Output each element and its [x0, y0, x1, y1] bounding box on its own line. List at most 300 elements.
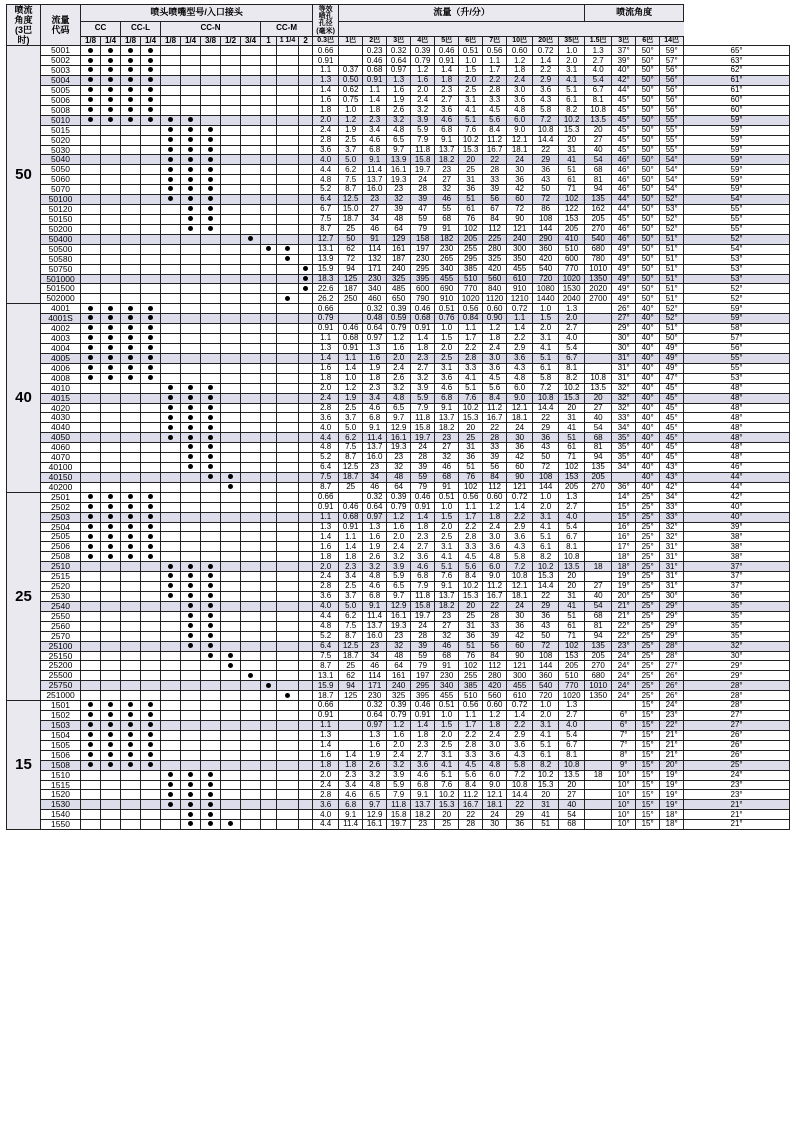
- availability-empty: [299, 701, 313, 711]
- availability-empty: [277, 343, 299, 353]
- flow-value: 46: [435, 641, 459, 651]
- spray-angle-value: 35°: [612, 433, 636, 443]
- spray-angle-value: 23°: [660, 711, 684, 721]
- availability-empty: [241, 532, 261, 542]
- dot-icon: [168, 583, 173, 588]
- availability-empty: [121, 820, 141, 830]
- flow-value: [585, 780, 612, 790]
- flow-value: 3.9: [411, 383, 435, 393]
- availability-empty: [141, 592, 161, 602]
- availability-dot: [261, 244, 277, 254]
- spray-angle-value: 31°: [660, 552, 684, 562]
- spray-angle-value: 61°: [684, 86, 790, 96]
- availability-dot: [277, 691, 299, 701]
- spray-angle-value: 22°: [612, 621, 636, 631]
- availability-empty: [241, 601, 261, 611]
- availability-empty: [221, 105, 241, 115]
- availability-dot: [161, 592, 181, 602]
- table-row: [7, 423, 790, 433]
- availability-empty: [241, 304, 261, 314]
- availability-dot: [121, 532, 141, 542]
- availability-empty: [261, 453, 277, 463]
- availability-empty: [101, 165, 121, 175]
- dot-icon: [208, 474, 213, 479]
- spray-angle-value: 10°: [612, 770, 636, 780]
- flow-value: 410: [559, 234, 585, 244]
- availability-empty: [181, 284, 201, 294]
- availability-empty: [277, 542, 299, 552]
- flow-value: 12.1: [507, 135, 533, 145]
- spray-angle-value: 15°: [636, 711, 660, 721]
- availability-dot: [101, 760, 121, 770]
- spray-angle-value: 15°: [636, 701, 660, 711]
- availability-empty: [81, 284, 101, 294]
- flow-value: 1.6: [411, 76, 435, 86]
- equivalent-orifice-value: 2.4: [313, 393, 339, 403]
- availability-empty: [277, 711, 299, 721]
- flow-value: 1350: [585, 691, 612, 701]
- row-code: 50100: [41, 195, 81, 205]
- availability-empty: [81, 482, 101, 492]
- table-row: [7, 244, 790, 254]
- table-row: [7, 343, 790, 353]
- row-code: 1508: [41, 760, 81, 770]
- availability-empty: [101, 810, 121, 820]
- flow-value: 13.7: [435, 413, 459, 423]
- flow-value: 3.4: [339, 780, 363, 790]
- flow-value: 1210: [507, 294, 533, 304]
- flow-value: 24: [411, 621, 435, 631]
- equivalent-orifice-value: 1.4: [313, 86, 339, 96]
- spray-angle-value: 49°: [612, 274, 636, 284]
- spray-angle-value: 25°: [636, 681, 660, 691]
- dot-icon: [188, 454, 193, 459]
- flow-value: 39: [411, 641, 435, 651]
- spray-angle-value: 27°: [612, 314, 636, 324]
- spray-angle-value: 59°: [684, 185, 790, 195]
- flow-value: 16.7: [459, 800, 483, 810]
- header-equivalent-orifice: 等效 喷孔 孔径 (毫米): [313, 5, 339, 37]
- availability-empty: [241, 353, 261, 363]
- availability-empty: [261, 711, 277, 721]
- availability-empty: [241, 542, 261, 552]
- availability-empty: [81, 671, 101, 681]
- spray-angle-value: 19°: [660, 780, 684, 790]
- availability-empty: [181, 343, 201, 353]
- availability-empty: [141, 433, 161, 443]
- dot-icon: [303, 266, 308, 271]
- dot-icon: [128, 355, 133, 360]
- availability-empty: [161, 730, 181, 740]
- row-code: 4015: [41, 393, 81, 403]
- spray-angle-value: 15°: [636, 770, 660, 780]
- availability-empty: [261, 443, 277, 453]
- availability-dot: [201, 582, 221, 592]
- availability-empty: [241, 492, 261, 502]
- flow-value: 0.46: [339, 324, 363, 334]
- flow-value: 2.3: [411, 353, 435, 363]
- availability-empty: [101, 294, 121, 304]
- flow-value: 4.1: [559, 76, 585, 86]
- spray-angle-value: 45°: [612, 214, 636, 224]
- availability-empty: [261, 621, 277, 631]
- dot-icon: [88, 534, 93, 539]
- spray-angle-value: 7°: [612, 730, 636, 740]
- flow-value: 71: [559, 453, 585, 463]
- flow-value: 780: [585, 254, 612, 264]
- availability-empty: [299, 671, 313, 681]
- availability-dot: [181, 582, 201, 592]
- flow-value: 2020: [585, 284, 612, 294]
- flow-value: 16.1: [387, 165, 411, 175]
- flow-value: 3.2: [411, 105, 435, 115]
- spray-angle-value: 23°: [612, 641, 636, 651]
- flow-value: 72: [339, 254, 363, 264]
- availability-empty: [241, 522, 261, 532]
- row-code: 2503: [41, 512, 81, 522]
- equivalent-orifice-value: 2.4: [313, 125, 339, 135]
- availability-empty: [121, 254, 141, 264]
- dot-icon: [88, 375, 93, 380]
- availability-dot: [201, 631, 221, 641]
- availability-dot: [121, 56, 141, 66]
- spray-angle-value: 50°: [636, 205, 660, 215]
- dot-icon: [188, 772, 193, 777]
- availability-dot: [201, 472, 221, 482]
- availability-dot: [161, 155, 181, 165]
- flow-value: 2.0: [387, 532, 411, 542]
- flow-value: 1.8: [339, 760, 363, 770]
- spray-angle-value: 10°: [612, 800, 636, 810]
- flow-value: 16.7: [483, 145, 507, 155]
- flow-value: 153: [559, 651, 585, 661]
- spray-angle-value: 31°: [612, 363, 636, 373]
- dot-icon: [108, 554, 113, 559]
- availability-empty: [101, 482, 121, 492]
- flow-value: 0.50: [339, 76, 363, 86]
- availability-empty: [161, 671, 181, 681]
- availability-empty: [161, 532, 181, 542]
- flow-value: [585, 314, 612, 324]
- equivalent-orifice-value: 0.79: [313, 314, 339, 324]
- flow-value: 10.8: [585, 373, 612, 383]
- row-code: 4020: [41, 403, 81, 413]
- availability-empty: [241, 393, 261, 403]
- flow-value: 0.91: [339, 343, 363, 353]
- flow-value: 2.2: [507, 721, 533, 731]
- availability-dot: [121, 46, 141, 56]
- flow-value: 7.9: [411, 582, 435, 592]
- table-row: [7, 790, 790, 800]
- equivalent-orifice-value: 4.0: [313, 601, 339, 611]
- dot-icon: [168, 167, 173, 172]
- dot-icon: [188, 603, 193, 608]
- dot-icon: [128, 325, 133, 330]
- flow-value: 144: [533, 661, 559, 671]
- availability-empty: [101, 681, 121, 691]
- flow-value: 3.6: [507, 95, 533, 105]
- availability-empty: [299, 711, 313, 721]
- flow-value: 340: [435, 264, 459, 274]
- availability-empty: [277, 492, 299, 502]
- availability-empty: [201, 711, 221, 721]
- availability-empty: [161, 334, 181, 344]
- flow-value: 23: [435, 433, 459, 443]
- availability-empty: [81, 562, 101, 572]
- availability-empty: [261, 800, 277, 810]
- table-row: [7, 740, 790, 750]
- flow-value: 11.2: [483, 135, 507, 145]
- flow-value: 22: [507, 800, 533, 810]
- spray-angle-value: 21°: [612, 601, 636, 611]
- availability-empty: [121, 592, 141, 602]
- spray-angle-value: 50°: [636, 294, 660, 304]
- availability-dot: [221, 820, 241, 830]
- flow-value: 10.2: [459, 403, 483, 413]
- flow-value: 54: [559, 810, 585, 820]
- spray-angle-value: 40°: [636, 314, 660, 324]
- flow-value: 0.97: [363, 512, 387, 522]
- table-row: [7, 314, 790, 324]
- availability-empty: [221, 750, 241, 760]
- availability-empty: [121, 453, 141, 463]
- flow-value: 2.7: [435, 95, 459, 105]
- availability-dot: [201, 611, 221, 621]
- flow-value: 90: [507, 651, 533, 661]
- spray-angle-value: 46°: [612, 155, 636, 165]
- table-row: [7, 56, 790, 66]
- spray-angle-value: 54°: [660, 175, 684, 185]
- dot-icon: [108, 58, 113, 63]
- spray-angle-value: 50°: [636, 95, 660, 105]
- availability-dot: [261, 681, 277, 691]
- flow-value: 205: [559, 661, 585, 671]
- availability-empty: [241, 512, 261, 522]
- flow-value: 4.6: [411, 770, 435, 780]
- flow-value: 132: [363, 254, 387, 264]
- flow-value: 4.1: [533, 522, 559, 532]
- availability-dot: [81, 512, 101, 522]
- flow-value: 0.62: [339, 86, 363, 96]
- flow-value: 2.2: [459, 522, 483, 532]
- spray-angle-value: 25°: [636, 492, 660, 502]
- row-code: 502000: [41, 294, 81, 304]
- availability-empty: [221, 681, 241, 691]
- availability-empty: [261, 195, 277, 205]
- availability-empty: [241, 661, 261, 671]
- row-code: 251000: [41, 691, 81, 701]
- table-row: [7, 353, 790, 363]
- availability-empty: [101, 621, 121, 631]
- equivalent-orifice-value: 1.1: [313, 721, 339, 731]
- availability-empty: [221, 701, 241, 711]
- availability-empty: [277, 155, 299, 165]
- flow-value: 2040: [559, 294, 585, 304]
- availability-empty: [277, 512, 299, 522]
- flow-value: 5.4: [585, 76, 612, 86]
- flow-value: 650: [387, 294, 411, 304]
- flow-value: 41: [559, 155, 585, 165]
- flow-value: 4.6: [363, 403, 387, 413]
- flow-value: 25: [435, 820, 459, 830]
- availability-dot: [121, 115, 141, 125]
- flow-value: 205: [459, 234, 483, 244]
- availability-empty: [277, 46, 299, 56]
- availability-empty: [261, 403, 277, 413]
- flow-value: 31: [459, 443, 483, 453]
- availability-empty: [241, 572, 261, 582]
- availability-empty: [161, 681, 181, 691]
- flow-value: 8.2: [559, 105, 585, 115]
- dot-icon: [168, 564, 173, 569]
- availability-empty: [241, 621, 261, 631]
- availability-empty: [277, 631, 299, 641]
- dot-icon: [148, 752, 153, 757]
- dot-icon: [108, 48, 113, 53]
- flow-value: 10.2: [559, 383, 585, 393]
- availability-empty: [161, 482, 181, 492]
- flow-value: 0.91: [411, 502, 435, 512]
- availability-empty: [299, 383, 313, 393]
- availability-empty: [81, 800, 101, 810]
- availability-empty: [201, 304, 221, 314]
- spray-angle-value: 52°: [660, 224, 684, 234]
- availability-empty: [261, 165, 277, 175]
- availability-empty: [201, 353, 221, 363]
- flow-value: 240: [507, 234, 533, 244]
- spray-angle-value: 19°: [660, 790, 684, 800]
- availability-empty: [221, 601, 241, 611]
- availability-empty: [277, 66, 299, 76]
- availability-dot: [221, 661, 241, 671]
- availability-empty: [181, 95, 201, 105]
- availability-empty: [181, 681, 201, 691]
- dot-icon: [108, 762, 113, 767]
- flow-value: 5.6: [459, 770, 483, 780]
- flow-value: 1010: [585, 264, 612, 274]
- availability-empty: [241, 373, 261, 383]
- flow-value: 72: [533, 195, 559, 205]
- availability-empty: [121, 641, 141, 651]
- dot-icon: [188, 415, 193, 420]
- availability-empty: [161, 760, 181, 770]
- flow-value: 59: [411, 651, 435, 661]
- availability-dot: [201, 453, 221, 463]
- spray-angle-value: 32°: [612, 403, 636, 413]
- availability-empty: [201, 115, 221, 125]
- dot-icon: [148, 514, 153, 519]
- spray-angle-value: 27°: [684, 711, 790, 721]
- equivalent-orifice-value: 13.1: [313, 671, 339, 681]
- header-thread-5: 1/4: [181, 36, 201, 46]
- availability-empty: [201, 324, 221, 334]
- availability-empty: [181, 472, 201, 482]
- availability-empty: [261, 66, 277, 76]
- availability-empty: [261, 482, 277, 492]
- availability-empty: [181, 363, 201, 373]
- availability-dot: [101, 740, 121, 750]
- flow-value: 6.2: [339, 611, 363, 621]
- flow-value: 18.7: [339, 651, 363, 661]
- flow-value: 10.8: [559, 552, 585, 562]
- availability-empty: [221, 244, 241, 254]
- flow-value: 270: [585, 661, 612, 671]
- availability-empty: [141, 453, 161, 463]
- availability-empty: [221, 800, 241, 810]
- flow-value: 72: [507, 205, 533, 215]
- spray-angle-value: 50°: [636, 76, 660, 86]
- availability-empty: [241, 701, 261, 711]
- flow-value: 1.5: [435, 721, 459, 731]
- availability-empty: [299, 334, 313, 344]
- availability-empty: [161, 304, 181, 314]
- row-code: 5030: [41, 145, 81, 155]
- flow-value: 0.60: [507, 46, 533, 56]
- availability-empty: [261, 463, 277, 473]
- flow-value: 48: [387, 472, 411, 482]
- dot-icon: [148, 375, 153, 380]
- flow-value: 4.0: [585, 66, 612, 76]
- availability-empty: [241, 86, 261, 96]
- availability-empty: [241, 651, 261, 661]
- flow-value: [339, 721, 363, 731]
- availability-dot: [101, 353, 121, 363]
- availability-empty: [299, 56, 313, 66]
- spray-angle-value: 30°: [612, 343, 636, 353]
- flow-value: 81: [585, 621, 612, 631]
- row-code: 2530: [41, 592, 81, 602]
- flow-value: 19.7: [387, 820, 411, 830]
- availability-dot: [141, 324, 161, 334]
- spray-angle-value: 32°: [660, 522, 684, 532]
- dot-icon: [188, 613, 193, 618]
- availability-empty: [299, 601, 313, 611]
- dot-icon: [148, 345, 153, 350]
- table-row: [7, 631, 790, 641]
- flow-value: 2.7: [559, 502, 585, 512]
- flow-value: 3.6: [533, 86, 559, 96]
- flow-value: 187: [339, 284, 363, 294]
- availability-empty: [241, 770, 261, 780]
- flow-value: 0.46: [339, 502, 363, 512]
- availability-dot: [101, 721, 121, 731]
- dot-icon: [88, 97, 93, 102]
- flow-value: 42: [507, 185, 533, 195]
- flow-value: 4.0: [559, 721, 585, 731]
- availability-empty: [101, 135, 121, 145]
- availability-empty: [241, 433, 261, 443]
- header-thread-4: 1/8: [161, 36, 181, 46]
- flow-value: 255: [459, 244, 483, 254]
- spray-angle-value: 25°: [636, 651, 660, 661]
- dot-icon: [128, 752, 133, 757]
- header-spray-group: 喷流角度: [585, 5, 684, 22]
- availability-empty: [221, 582, 241, 592]
- availability-empty: [241, 453, 261, 463]
- flow-value: 1.2: [387, 721, 411, 731]
- spray-angle-value: 60°: [684, 95, 790, 105]
- availability-dot: [181, 770, 201, 780]
- flow-value: 420: [533, 254, 559, 264]
- flow-value: 36: [507, 443, 533, 453]
- table-row: [7, 721, 790, 731]
- availability-dot: [101, 502, 121, 512]
- header-spray-0: 1.5巴: [585, 36, 612, 46]
- flow-value: 28: [483, 165, 507, 175]
- dot-icon: [228, 474, 233, 479]
- availability-empty: [221, 224, 241, 234]
- availability-empty: [81, 621, 101, 631]
